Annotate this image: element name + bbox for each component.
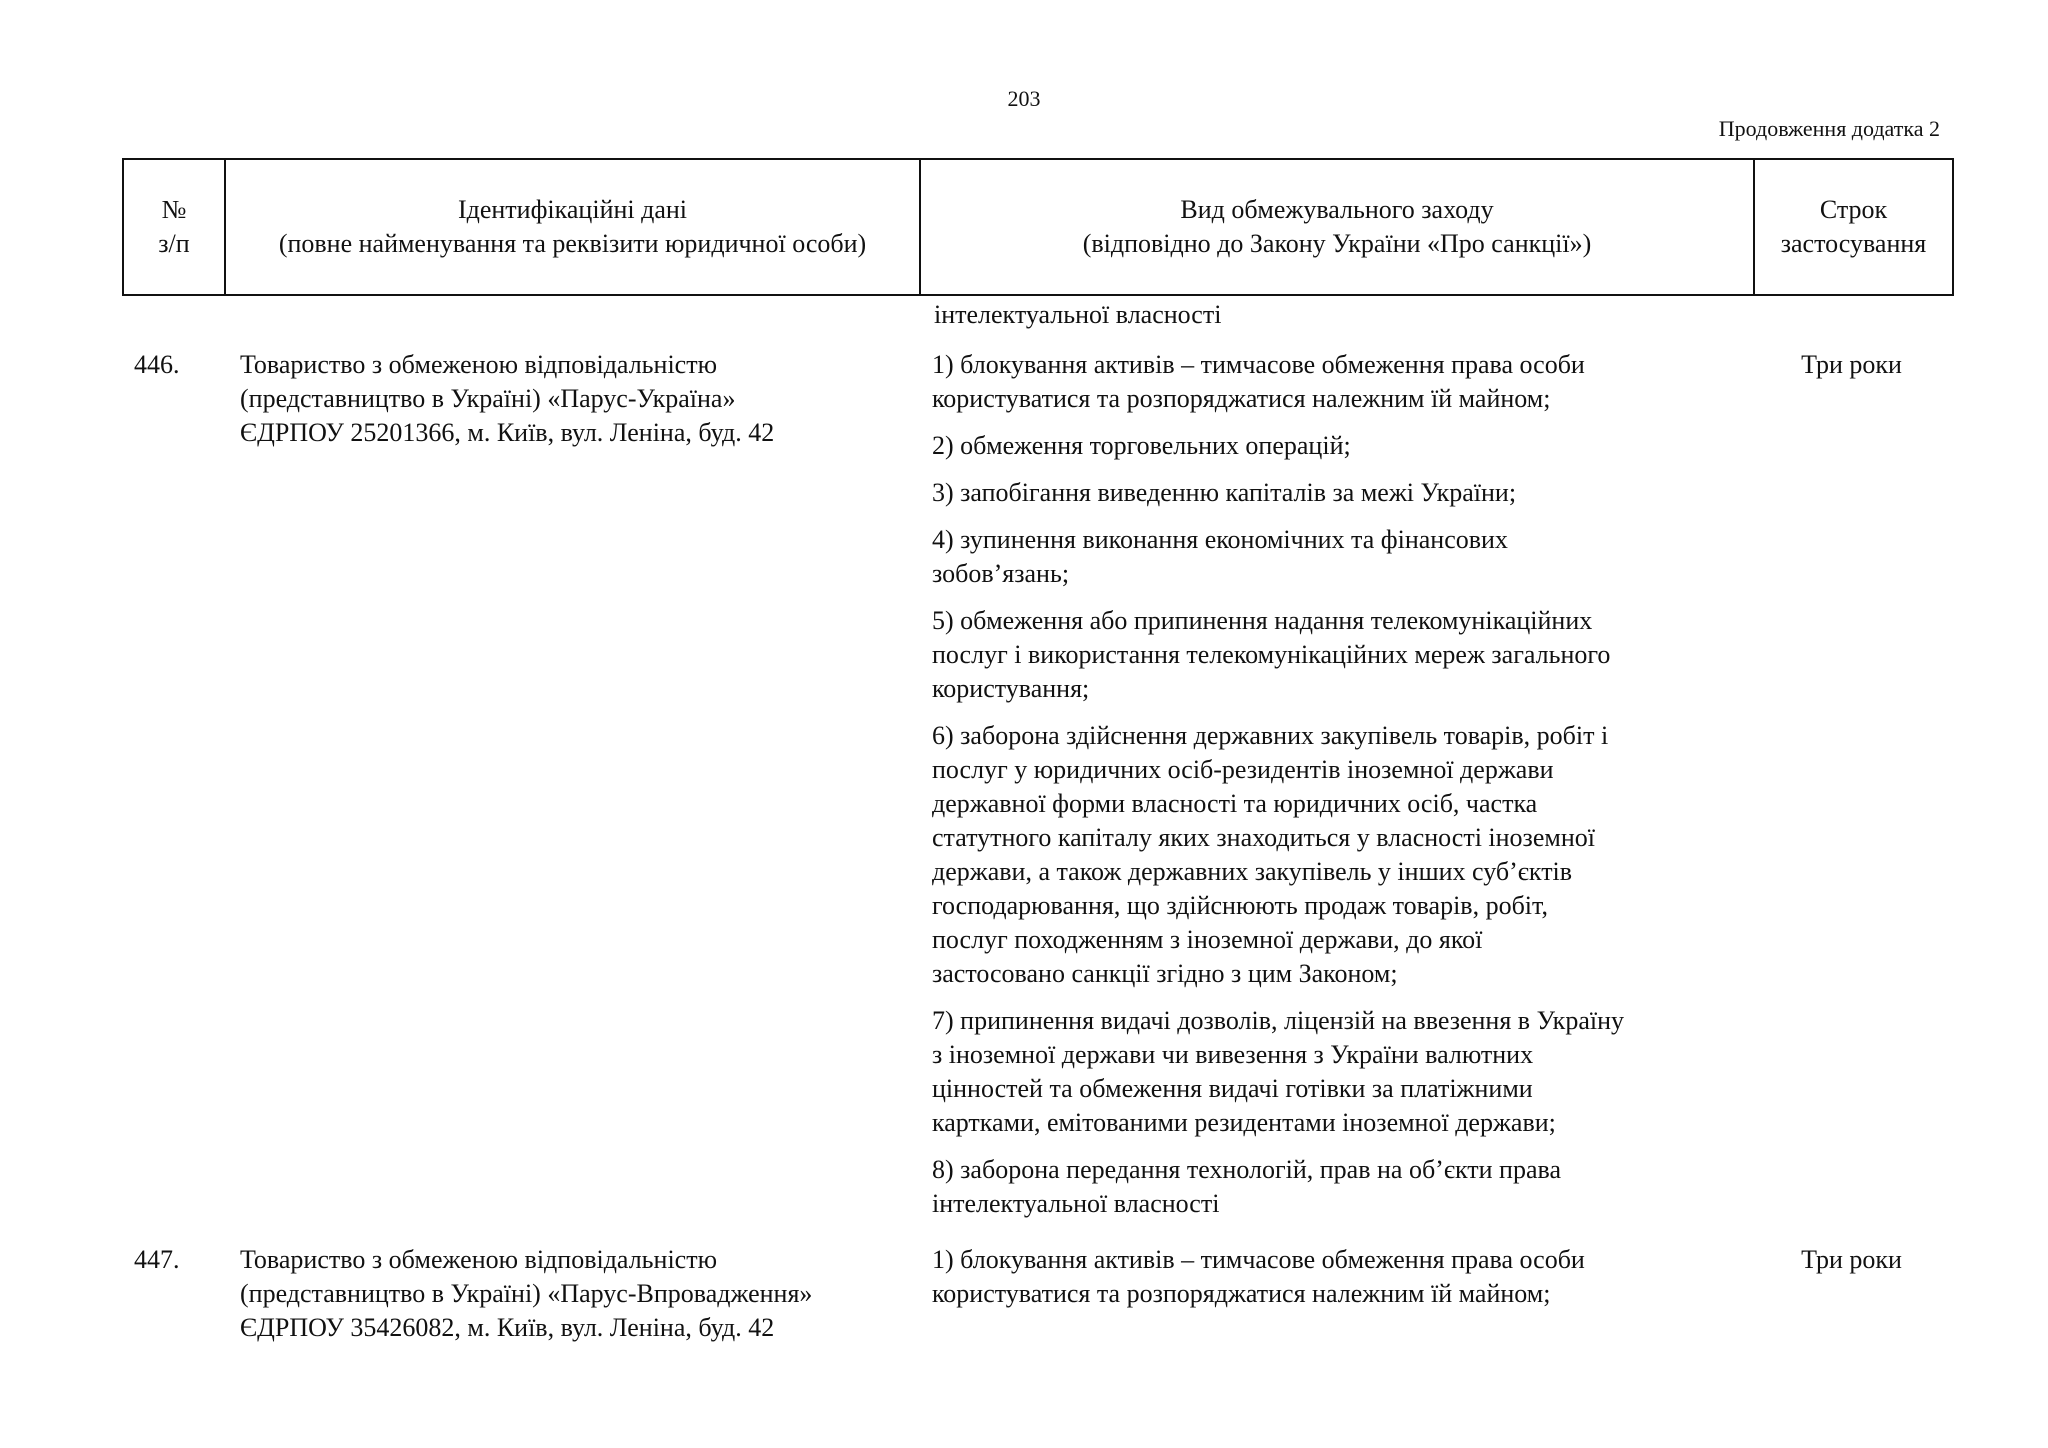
measure-item — [932, 1243, 1733, 1311]
table-row — [122, 1243, 1954, 1345]
continuation-note: Продовження додатка 2 — [1718, 116, 1940, 141]
header-measure-line: Вид обмежувального заходу — [1180, 195, 1494, 224]
header-number-line: з/п — [158, 229, 190, 258]
table-row — [122, 348, 1954, 1234]
measure-line: з іноземної держави чи вивезення з України валютних — [932, 1040, 1534, 1069]
measure-item — [932, 604, 1733, 706]
identification-line: Товариство з обмеженою відповідальністю — [240, 350, 717, 379]
measure-line: 1) блокування активів – тимчасове обмеження права особи — [932, 350, 1585, 379]
measure-line: користування; — [932, 674, 1090, 703]
carryover-fragment: інтелектуальної власності — [934, 300, 1222, 329]
header-term-line: застосування — [1780, 229, 1927, 258]
entry-identification — [224, 348, 919, 1234]
measure-item — [932, 1153, 1733, 1221]
identification-line: ЄДРПОУ 35426082, м. Київ, вул. Леніна, буд. 42 — [240, 1313, 775, 1342]
identification-line: (представництво в Україні) «Парус-Впровадження» — [240, 1279, 813, 1308]
identification-line: ЄДРПОУ 25201366, м. Київ, вул. Леніна, буд. 42 — [240, 418, 775, 447]
measure-line: 2) обмеження торговельних операцій; — [932, 431, 1351, 460]
header-measure — [921, 160, 1755, 294]
header-identification — [226, 160, 921, 294]
measure-line: статутного капіталу яких знаходиться у власності іноземної — [932, 823, 1595, 852]
measure-line: 7) припинення видачі дозволів, ліцензій на ввезення в Україну — [932, 1006, 1624, 1035]
measure-item — [932, 719, 1733, 991]
entry-term: Три роки — [1801, 350, 1902, 379]
measure-item — [932, 1004, 1733, 1140]
measure-item — [932, 523, 1733, 591]
entry-number: 447. — [134, 1245, 180, 1274]
measure-line: 8) заборона передання технологій, прав на об’єкти права — [932, 1155, 1561, 1184]
identification-line: Товариство з обмеженою відповідальністю — [240, 1245, 717, 1274]
entry-term: Три роки — [1801, 1245, 1902, 1274]
measure-item — [932, 429, 1733, 463]
header-identification-line: (повне найменування та реквізити юридичної особи) — [278, 229, 867, 258]
measure-line: картками, емітованими резидентами іноземної держави; — [932, 1108, 1556, 1137]
header-measure-line: (відповідно до Закону України «Про санкції») — [1082, 229, 1592, 258]
header-number — [124, 160, 226, 294]
measure-line: послуг походженням з іноземної держави, до якої — [932, 925, 1483, 954]
measure-line: 6) заборона здійснення державних закупівель товарів, робіт і — [932, 721, 1609, 750]
measure-item — [932, 348, 1733, 416]
entry-identification — [224, 1243, 919, 1345]
identification-line: (представництво в Україні) «Парус-Україна» — [240, 384, 736, 413]
measure-line: користуватися та розпоряджатися належним їй майном; — [932, 384, 1551, 413]
entry-number: 446. — [134, 350, 180, 379]
page-number: 203 — [1007, 86, 1041, 111]
measure-line: 1) блокування активів – тимчасове обмеження права особи — [932, 1245, 1585, 1274]
entry-measures — [919, 348, 1753, 1234]
entry-measures — [919, 1243, 1753, 1345]
measure-line: послуг і використання телекомунікаційних мереж загального — [932, 640, 1611, 669]
measure-line: користуватися та розпоряджатися належним їй майном; — [932, 1279, 1551, 1308]
measure-line: цінностей та обмеження видачі готівки за платіжними — [932, 1074, 1533, 1103]
header-number-line: № — [161, 195, 187, 224]
measure-line: зобов’язань; — [932, 559, 1070, 588]
measure-line: державної форми власності та юридичних осіб, частка — [932, 789, 1538, 818]
measure-line: застосовано санкції згідно з цим Законом; — [932, 959, 1398, 988]
measure-line: 5) обмеження або припинення надання телекомунікаційних — [932, 606, 1593, 635]
measure-line: держави, а також державних закупівель у інших суб’єктів — [932, 857, 1573, 886]
header-term-line: Строк — [1819, 195, 1888, 224]
header-identification-line: Ідентифікаційні дані — [457, 195, 688, 224]
measure-line: 4) зупинення виконання економічних та фінансових — [932, 525, 1508, 554]
measure-item — [932, 476, 1733, 510]
measure-line: 3) запобігання виведенню капіталів за межі України; — [932, 478, 1517, 507]
table-header — [122, 158, 1954, 296]
measure-line: інтелектуальної власності — [932, 1189, 1220, 1218]
measure-line: господарювання, що здійснюють продаж товарів, робіт, — [932, 891, 1548, 920]
measure-line: послуг у юридичних осіб-резидентів іноземної держави — [932, 755, 1554, 784]
header-term — [1755, 160, 1952, 294]
